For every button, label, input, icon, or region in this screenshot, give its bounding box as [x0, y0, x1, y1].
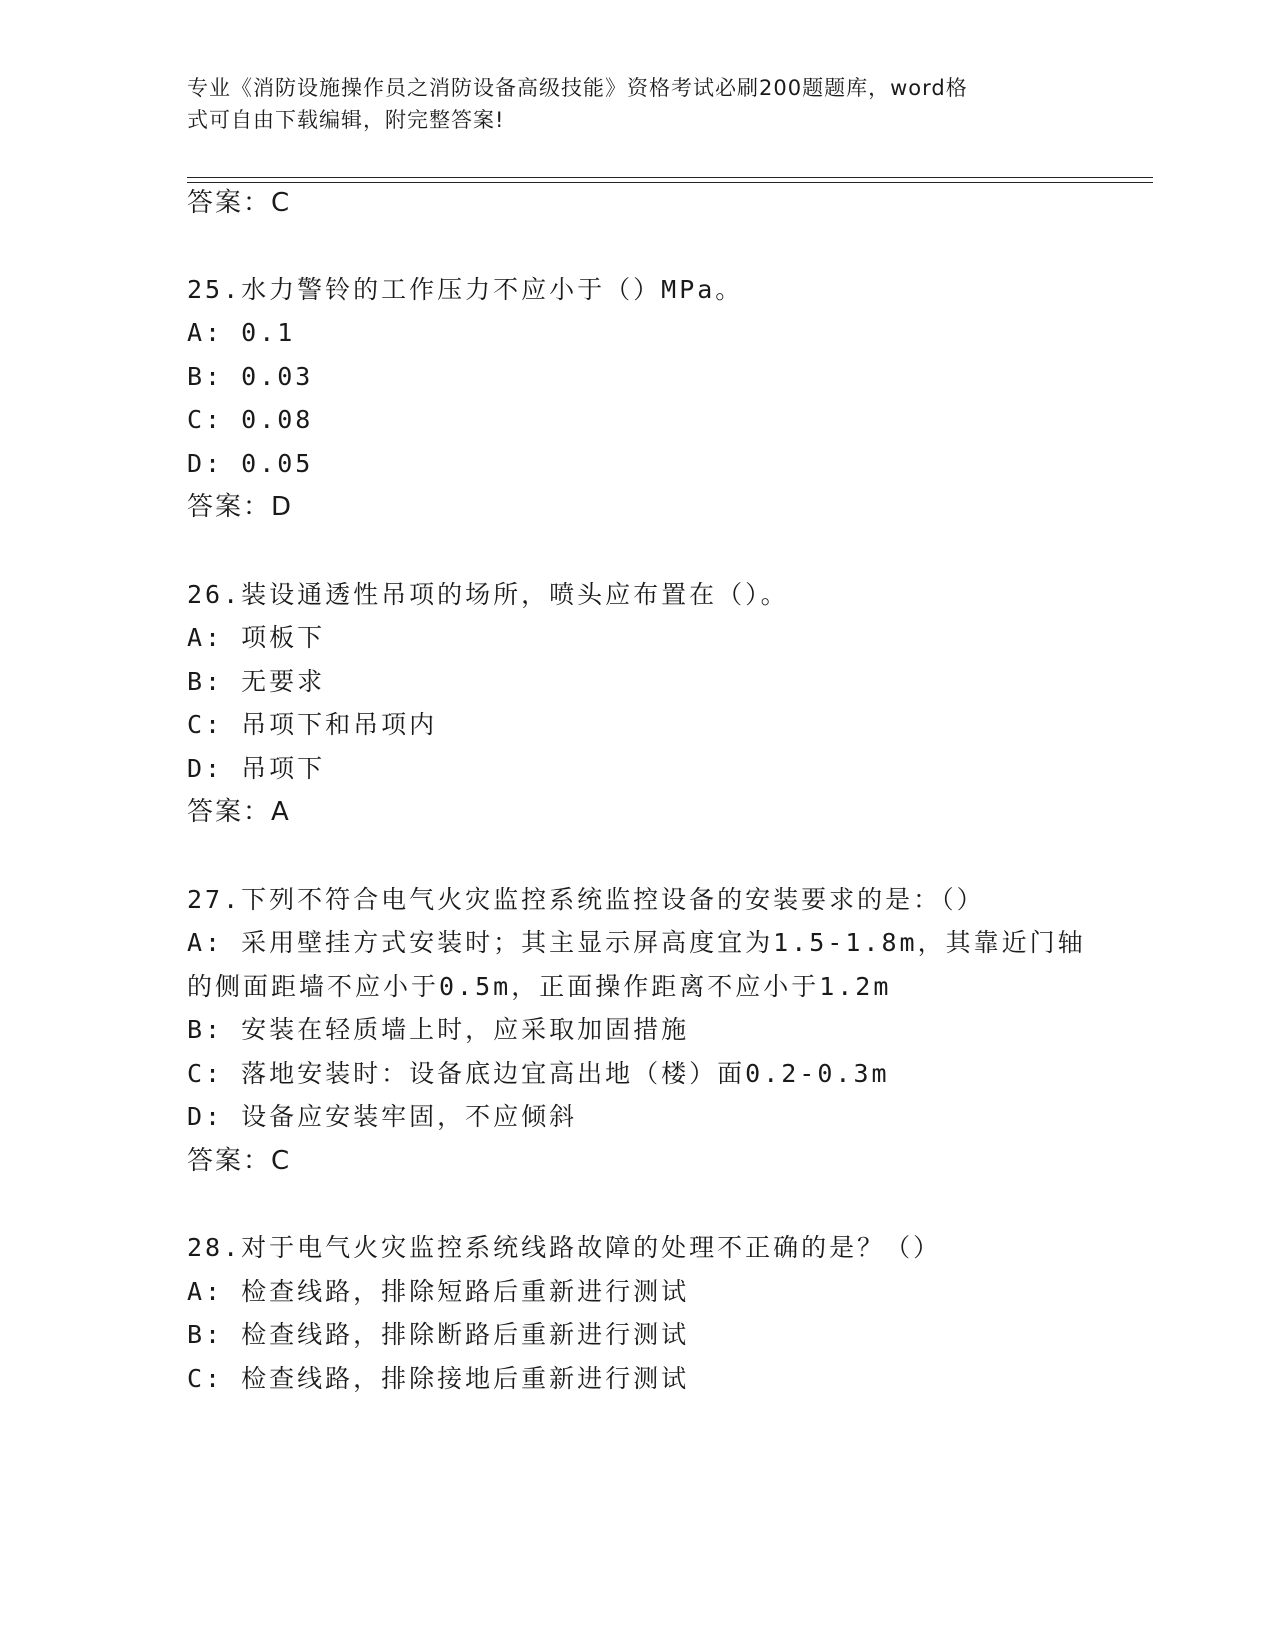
answer-25 — [187, 490, 292, 524]
option-c: C: 检查线路，排除接地后重新进行测试 — [187, 1364, 690, 1393]
answer-label: 答案： — [187, 492, 272, 522]
question-stem-26: 26.装设通透性吊项的场所，喷头应布置在（）。 — [187, 580, 789, 609]
option-b: B: 无要求 — [187, 667, 326, 696]
header-line-2: 式可自由下载编辑，附完整答案! — [187, 108, 505, 132]
answer-value: A — [271, 797, 290, 827]
answer-label: 答案： — [187, 188, 272, 218]
option-b: B: 0.03 — [187, 362, 314, 391]
answer-label: 答案： — [187, 1146, 272, 1176]
option-c: C: 落地安装时：设备底边宜高出地（楼）面0.2-0.3m — [187, 1059, 890, 1088]
answer-value: C — [271, 188, 291, 218]
option-a: A: 检查线路，排除短路后重新进行测试 — [187, 1277, 690, 1306]
question-stem-25: 25.水力警铃的工作压力不应小于（）MPa。 — [187, 275, 744, 304]
option-b: B: 检查线路，排除断路后重新进行测试 — [187, 1320, 690, 1349]
question-stem-28: 28.对于电气火灾监控系统线路故障的处理不正确的是？（） — [187, 1233, 942, 1262]
option-a: A: 0.1 — [187, 318, 296, 347]
answer-label: 答案： — [187, 797, 272, 827]
option-c: C: 吊项下和吊项内 — [187, 710, 438, 739]
answer-value: D — [271, 492, 293, 522]
option-a: A: 项板下 — [187, 623, 326, 652]
header-divider-top — [187, 177, 1153, 178]
document-header — [187, 72, 1067, 136]
answer-value: C — [271, 1146, 291, 1176]
previous-answer — [187, 186, 290, 220]
option-c: C: 0.08 — [187, 405, 314, 434]
option-d: D: 设备应安装牢固，不应倾斜 — [187, 1102, 578, 1131]
option-d: D: 吊项下 — [187, 754, 326, 783]
answer-26 — [187, 795, 290, 829]
option-a-continued: 的侧面距墙不应小于0.5m，正面操作距离不应小于1.2m — [187, 972, 892, 1001]
option-b: B: 安装在轻质墙上时，应采取加固措施 — [187, 1015, 690, 1044]
option-a: A: 采用壁挂方式安装时；其主显示屏高度宜为1.5-1.8m，其靠近门轴 — [187, 928, 1086, 957]
header-divider-bottom — [187, 182, 1153, 183]
answer-27 — [187, 1144, 290, 1178]
option-d: D: 0.05 — [187, 449, 314, 478]
header-line-1: 专业《消防设施操作员之消防设备高级技能》资格考试必刷200题题库，word格 — [187, 76, 968, 100]
question-stem-27: 27.下列不符合电气火灾监控系统监控设备的安装要求的是：（） — [187, 885, 985, 914]
